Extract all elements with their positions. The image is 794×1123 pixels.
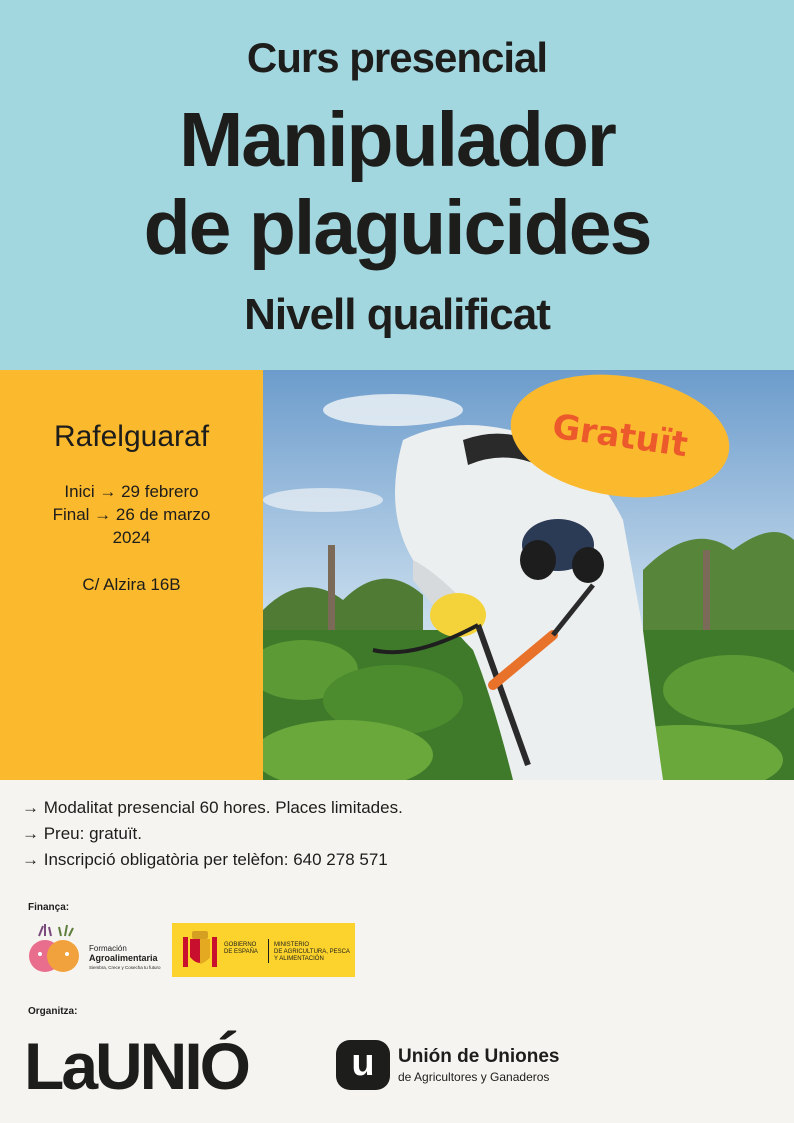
course-dates xyxy=(0,480,263,549)
gobierno-espana-logo xyxy=(172,923,355,977)
detail-modality: → Modalitat presencial 60 hores. Places limitades. xyxy=(22,798,403,817)
address: C/ Alzira 16B xyxy=(82,575,181,594)
formacion-line2: Agroalimentaria xyxy=(89,953,158,963)
formacion-agroalimentaria-logo xyxy=(25,922,165,980)
ministry-line3: Y ALIMENTACIÓN xyxy=(274,956,324,962)
formacion-faces-icon xyxy=(25,922,85,980)
formacion-line1: Formación xyxy=(89,944,127,953)
launio-logo: LaUNIÓ xyxy=(24,1029,249,1103)
ministry-line1: MINISTERIO xyxy=(274,942,310,948)
gobierno-line1: GOBIERNO xyxy=(224,942,257,948)
free-badge-label: Gratuït xyxy=(549,406,691,466)
end-date: Final → 26 de marzo xyxy=(52,505,211,524)
union-de-uniones-subtitle: de Agricultores y Ganaderos xyxy=(398,1070,550,1084)
course-type: Curs presencial xyxy=(246,34,548,81)
union-de-uniones-name: Unión de Uniones xyxy=(398,1046,560,1067)
title-line-2: de plaguicides xyxy=(143,185,651,271)
title-line-1: Manipulador xyxy=(179,97,615,183)
course-details xyxy=(22,795,403,873)
detail-price: → Preu: gratuït. xyxy=(22,824,142,843)
course-info-panel xyxy=(0,370,263,780)
gobierno-divider xyxy=(268,939,269,963)
level-subtitle: Nivell qualificat xyxy=(244,290,550,339)
union-de-uniones-icon: u xyxy=(336,1040,390,1090)
year: 2024 xyxy=(112,528,151,547)
city: Rafelguaraf xyxy=(53,420,210,453)
gobierno-line2: DE ESPAÑA xyxy=(224,949,258,955)
spain-coat-of-arms-icon xyxy=(180,927,220,973)
formacion-tagline: Siembra, Crece y Cosecha tu futuro xyxy=(89,965,161,970)
start-date: Inici → 29 febrero xyxy=(64,482,199,501)
ministry-line2: DE AGRICULTURA, PESCA xyxy=(274,949,350,955)
page-title xyxy=(0,96,794,272)
funding-label: Finança: xyxy=(28,902,70,913)
detail-registration: → Inscripció obligatòria per telèfon: 640 278 571 xyxy=(22,850,388,869)
organizers-label: Organitza: xyxy=(28,1006,78,1017)
hero-banner xyxy=(0,0,794,370)
